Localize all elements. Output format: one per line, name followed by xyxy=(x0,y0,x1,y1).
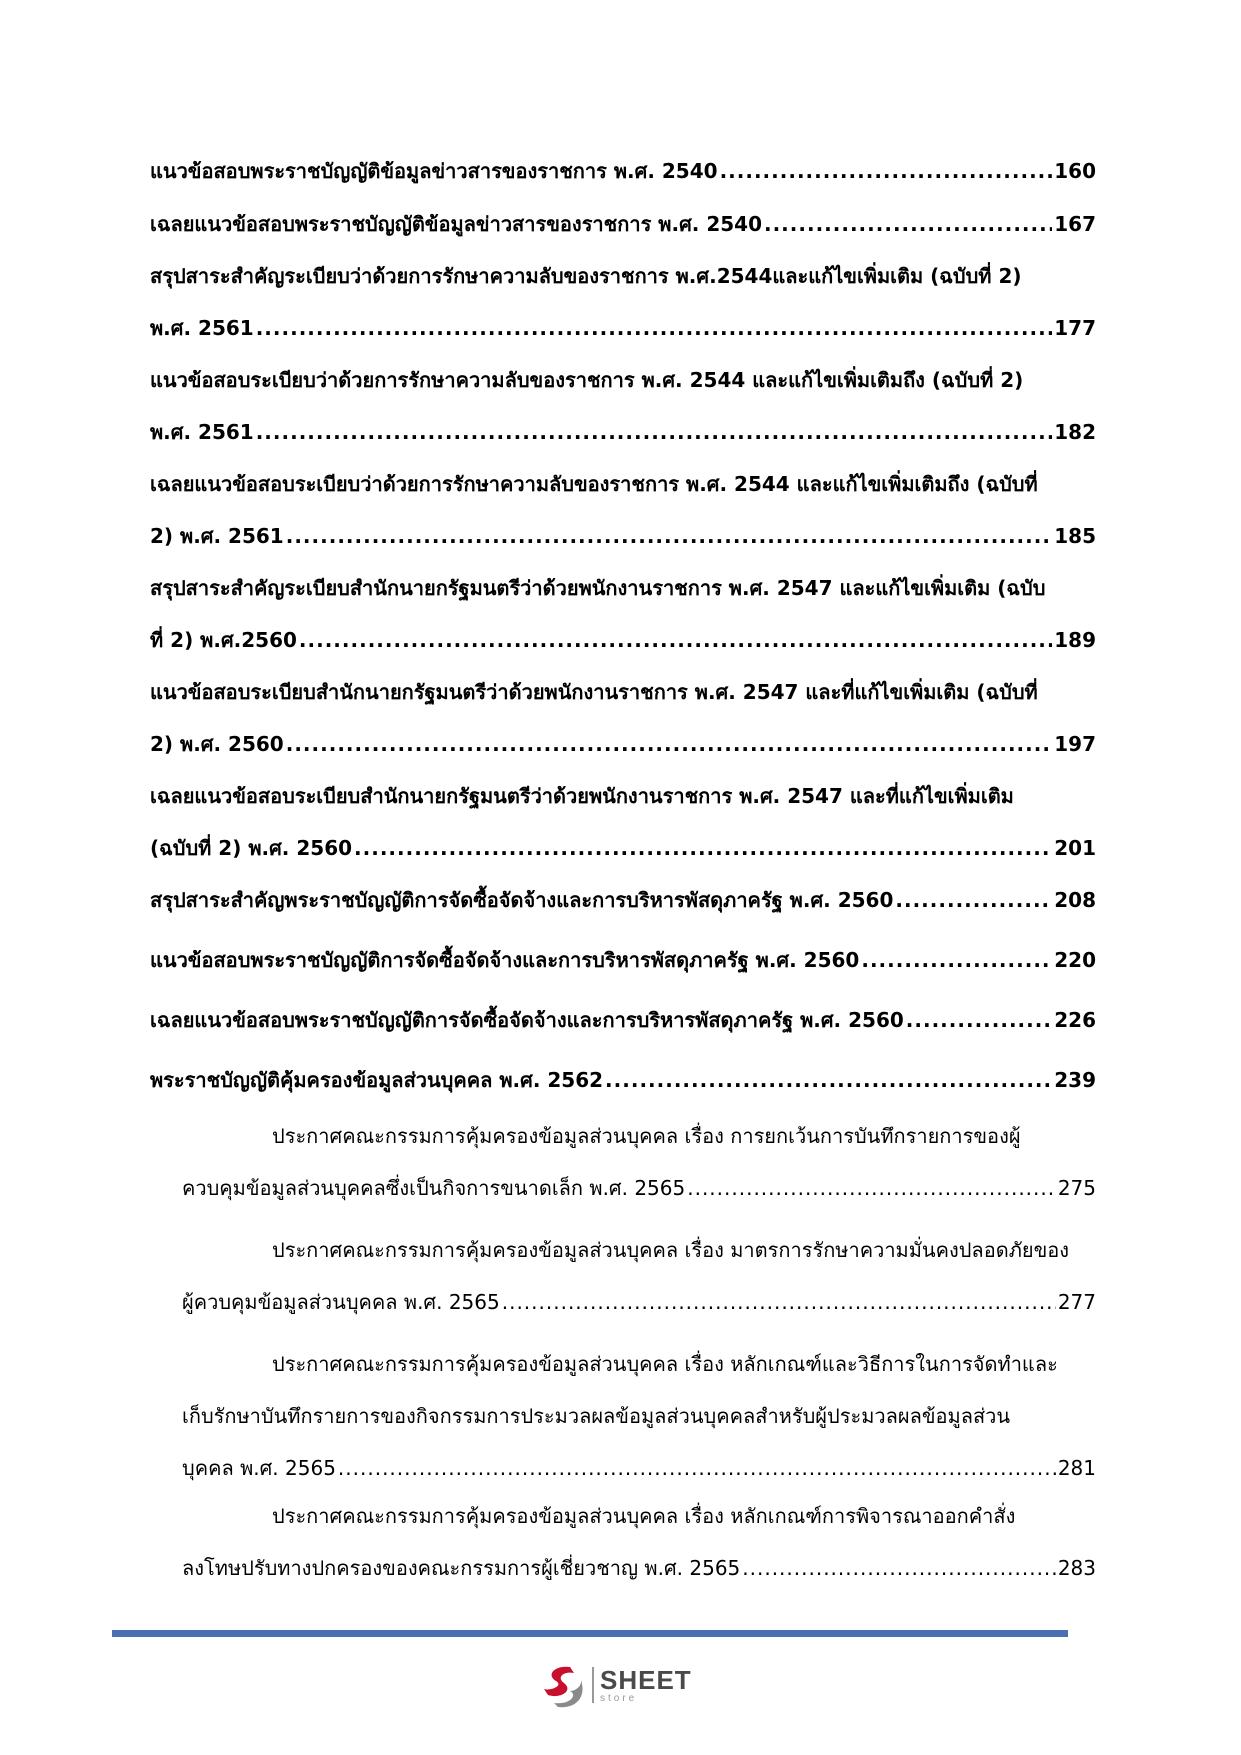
toc-entry[interactable] xyxy=(150,1054,1096,1106)
toc-entry-title-cont: (ฉบับที่ 2) พ.ศ. 2560 xyxy=(150,836,353,860)
toc-page-number: 281 xyxy=(1057,1456,1096,1480)
leader-dots xyxy=(286,510,1053,562)
toc-entry-title: แนวข้อสอบพระราชบัญญัติข้อมูลข่าวสารของราชการ พ.ศ. 2540 xyxy=(150,159,718,183)
toc-entry-title: เฉลยแนวข้อสอบพระราชบัญญัติข้อมูลข่าวสารของราชการ พ.ศ. 2540 xyxy=(150,212,762,236)
toc-page-number: 239 xyxy=(1054,1068,1096,1092)
leader-dots xyxy=(742,1542,1056,1594)
toc-entry[interactable] xyxy=(150,934,1096,986)
toc-sub-entry-title: ประกาศคณะกรรมการคุ้มครองข้อมูลส่วนบุคคล เรื่อง หลักเกณฑ์และวิธีการในการจัดทำและ xyxy=(272,1352,1058,1376)
toc-page-number: 197 xyxy=(1054,732,1096,756)
sheet-store-logo xyxy=(540,1660,710,1710)
toc-sub-entry-title-cont: เก็บรักษาบันทึกรายการของกิจกรรมการประมวลผลข้อมูลส่วนบุคคลสำหรับผู้ประมวลผลข้อมูลส่วน xyxy=(182,1404,1011,1428)
toc-page-number: 182 xyxy=(1054,420,1096,444)
toc-sub-entry[interactable] xyxy=(150,1224,1096,1328)
toc-entry[interactable] xyxy=(150,458,1096,562)
toc-entry-title-cont: ที่ 2) พ.ศ.2560 xyxy=(150,628,297,652)
leader-dots xyxy=(502,1276,1056,1328)
sheet-store-logo-icon xyxy=(540,1661,588,1709)
leader-dots xyxy=(354,822,1052,874)
leader-dots xyxy=(256,302,1053,354)
toc-entry[interactable] xyxy=(150,354,1096,458)
toc-entry[interactable] xyxy=(150,994,1096,1046)
toc-page-number: 167 xyxy=(1054,212,1096,236)
toc-sub-entry-title: ประกาศคณะกรรมการคุ้มครองข้อมูลส่วนบุคคล เรื่อง หลักเกณฑ์การพิจารณาออกคำสั่ง xyxy=(272,1504,1016,1528)
toc-page-number: 177 xyxy=(1054,316,1096,340)
toc-entry-title: แนวข้อสอบระเบียบว่าด้วยการรักษาความลับของราชการ พ.ศ. 2544 และแก้ไขเพิ่มเติมถึง (ฉบับที่ 2) xyxy=(150,368,1024,392)
toc-page-number: 220 xyxy=(1054,948,1096,972)
leader-dots xyxy=(286,718,1053,770)
toc-entry-title: เฉลยแนวข้อสอบพระราชบัญญัติการจัดซื้อจัดจ้างและการบริหารพัสดุภาครัฐ พ.ศ. 2560 xyxy=(150,1008,904,1032)
toc-page-number: 208 xyxy=(1054,888,1096,912)
toc-entry-title-cont: 2) พ.ศ. 2561 xyxy=(150,524,284,548)
toc-entry-title-cont: 2) พ.ศ. 2560 xyxy=(150,732,284,756)
toc-sub-entry-title-cont: ผู้ควบคุมข้อมูลส่วนบุคคล พ.ศ. 2565 xyxy=(182,1290,500,1314)
logo-text-main: SHEET xyxy=(600,1664,692,1695)
toc-page-number: 160 xyxy=(1054,159,1096,183)
toc-sub-entry-title: ประกาศคณะกรรมการคุ้มครองข้อมูลส่วนบุคคล เรื่อง มาตรการรักษาความมั่นคงปลอดภัยของ xyxy=(272,1238,1070,1262)
logo-divider xyxy=(592,1667,594,1703)
leader-dots xyxy=(687,1162,1056,1214)
toc-entry[interactable] xyxy=(150,562,1096,666)
toc-entry-title: พระราชบัญญัติคุ้มครองข้อมูลส่วนบุคคล พ.ศ. 2562 xyxy=(150,1068,604,1092)
toc-entry-title: สรุปสาระสำคัญพระราชบัญญัติการจัดซื้อจัดจ้างและการบริหารพัสดุภาครัฐ พ.ศ. 2560 xyxy=(150,888,894,912)
toc-sub-entry-title: ประกาศคณะกรรมการคุ้มครองข้อมูลส่วนบุคคล เรื่อง การยกเว้นการบันทึกรายการของผู้ xyxy=(272,1124,1021,1148)
toc-entry[interactable] xyxy=(150,250,1096,354)
toc-entry-title: สรุปสาระสำคัญระเบียบว่าด้วยการรักษาความลับของราชการ พ.ศ.2544และแก้ไขเพิ่มเติม (ฉบับที่ 2) xyxy=(150,264,1022,288)
toc-page-number: 201 xyxy=(1054,836,1096,860)
leader-dots xyxy=(764,198,1052,250)
toc-entry-title: เฉลยแนวข้อสอบระเบียบว่าด้วยการรักษาความลับของราชการ พ.ศ. 2544 และแก้ไขเพิ่มเติมถึง (ฉบับที่ xyxy=(150,472,1038,496)
leader-dots xyxy=(299,614,1052,666)
leader-dots xyxy=(720,145,1053,197)
toc-page-number: 277 xyxy=(1057,1290,1096,1314)
leader-dots xyxy=(861,934,1052,986)
toc-entry[interactable] xyxy=(150,770,1096,874)
leader-dots xyxy=(605,1054,1052,1106)
toc-page-number: 185 xyxy=(1054,524,1096,548)
toc-sub-entry-title-cont: ลงโทษปรับทางปกครองของคณะกรรมการผู้เชี่ยวชาญ พ.ศ. 2565 xyxy=(182,1556,741,1580)
toc-sub-entry[interactable] xyxy=(150,1490,1096,1594)
leader-dots xyxy=(256,406,1053,458)
toc-sub-entry-title-cont: ควบคุมข้อมูลส่วนบุคคลซึ่งเป็นกิจการขนาดเล็ก พ.ศ. 2565 xyxy=(182,1176,686,1200)
toc-entry-title-cont: พ.ศ. 2561 xyxy=(150,420,254,444)
toc-sub-entry-title-cont: บุคคล พ.ศ. 2565 xyxy=(182,1456,336,1480)
leader-dots xyxy=(338,1442,1056,1494)
footer-rule xyxy=(112,1630,1068,1637)
toc-sub-entry[interactable] xyxy=(150,1110,1096,1214)
toc-entry-title: แนวข้อสอบพระราชบัญญัติการจัดซื้อจัดจ้างและการบริหารพัสดุภาครัฐ พ.ศ. 2560 xyxy=(150,948,860,972)
toc-entry-title: แนวข้อสอบระเบียบสำนักนายกรัฐมนตรีว่าด้วยพนักงานราชการ พ.ศ. 2547 และที่แก้ไขเพิ่มเติม (ฉบับที่ xyxy=(150,680,1038,704)
toc-entry-title-cont: พ.ศ. 2561 xyxy=(150,316,254,340)
toc-entry[interactable] xyxy=(150,874,1096,926)
logo-text xyxy=(600,1664,692,1704)
toc-entry-title: สรุปสาระสำคัญระเบียบสำนักนายกรัฐมนตรีว่าด้วยพนักงานราชการ พ.ศ. 2547 และแก้ไขเพิ่มเติม (ฉบับ xyxy=(150,576,1046,600)
toc-sub-entry[interactable] xyxy=(150,1338,1096,1494)
toc-entry[interactable] xyxy=(150,198,1096,250)
logo-text-sub: store xyxy=(600,1692,638,1704)
toc-entry-title: เฉลยแนวข้อสอบระเบียบสำนักนายกรัฐมนตรีว่าด้วยพนักงานราชการ พ.ศ. 2547 และที่แก้ไขเพิ่มเติม xyxy=(150,784,1014,808)
leader-dots xyxy=(895,874,1052,926)
toc-entry[interactable] xyxy=(150,145,1096,197)
toc-page-number: 283 xyxy=(1057,1556,1096,1580)
toc-page-number: 189 xyxy=(1054,628,1096,652)
leader-dots xyxy=(906,994,1052,1046)
toc-entry[interactable] xyxy=(150,666,1096,770)
toc-page-number: 275 xyxy=(1057,1176,1096,1200)
toc-page-number: 226 xyxy=(1054,1008,1096,1032)
